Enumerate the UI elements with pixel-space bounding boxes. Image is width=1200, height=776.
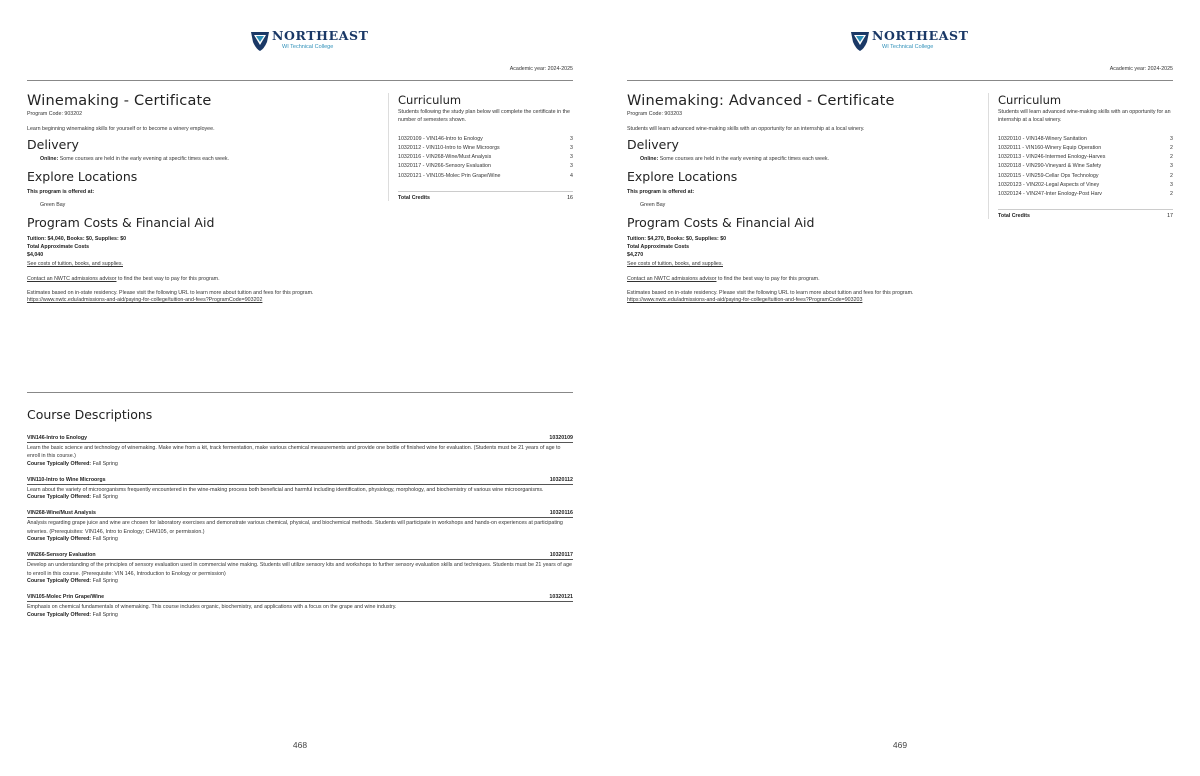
total-cost: $4,270 <box>627 252 644 258</box>
page-number: 469 <box>892 740 908 750</box>
estimate-text: Estimates based on in-state residency. Please visit the following URL to learn more about tuition and fees for this program. <box>627 290 914 296</box>
curriculum-heading: Curriculum <box>398 93 462 107</box>
curriculum-description: Students following the study plan below will complete the certificate in the number of semesters shown. <box>398 109 570 123</box>
course-number: 10320112 <box>549 476 573 483</box>
curriculum-row <box>998 154 1173 163</box>
course-number: 10320121 <box>549 594 573 601</box>
course-description: Learn about the variety of microorganisms frequently encountered in the wine-making process both beneficial and harmful including identification, physiology, morphology, and biochemistry of various wine microorganisms. <box>27 486 544 493</box>
right-page <box>600 0 1200 776</box>
curriculum-row <box>398 145 573 154</box>
academic-year: Academic year: 2024-2025 <box>1109 66 1173 72</box>
curriculum-credits: 3 <box>570 163 573 170</box>
college-logo <box>250 30 369 52</box>
page-number: 468 <box>292 740 308 750</box>
online-text: Some courses are held in the early evening at specific times each week. <box>658 156 830 162</box>
contact-link[interactable]: Contact an NWTC admissions advisor <box>627 276 717 282</box>
costs-heading: Program Costs & Financial Aid <box>627 215 815 230</box>
curriculum-course: 10320112 - VIN110-Intro to Wine Microorgs <box>398 145 500 152</box>
course-name: VIN110-Intro to Wine Microorgs <box>27 476 106 483</box>
program-description: Students will learn advanced wine-making skills with an opportunity for an internship at a local winery. <box>627 126 865 132</box>
delivery-heading: Delivery <box>27 137 79 152</box>
curriculum-credits: 3 <box>1170 181 1173 188</box>
offered-value: Fall Spring <box>92 578 118 585</box>
total-credits-label: Total Credits <box>998 213 1030 220</box>
curriculum-description: Students will learn advanced wine-making skills with an opportunity for an internship at a local winery. <box>998 109 1171 123</box>
curriculum-list <box>398 136 573 182</box>
college-logo <box>850 30 969 52</box>
logo-subtitle: WI Technical College <box>282 43 334 50</box>
contact-link[interactable]: Contact an NWTC admissions advisor <box>27 276 117 282</box>
contact-text <box>627 276 987 282</box>
course-descriptions <box>27 407 573 628</box>
total-credits-value: 16 <box>567 194 573 201</box>
costs-heading: Program Costs & Financial Aid <box>27 215 215 230</box>
curriculum-credits: 2 <box>1170 145 1173 152</box>
curriculum-course: 10320115 - VIN259-Cellar Ops Technology <box>998 172 1099 179</box>
curriculum-row <box>998 191 1173 200</box>
total-approx-label: Total Approximate Costs <box>627 244 690 250</box>
offered-value: Fall Spring <box>92 460 118 467</box>
course-item <box>27 510 573 542</box>
program-code: Program Code: 903203 <box>627 111 683 117</box>
curriculum-course: 10320111 - VIN160-Winery Equip Operation <box>998 145 1102 152</box>
explore-heading: Explore Locations <box>627 169 738 184</box>
course-description: Emphasis on chemical fundamentals of winemaking. This course includes organic, biochemistry, and applications with a focus on the grape and wine industry. <box>27 604 397 611</box>
curriculum-credits: 2 <box>1170 172 1173 179</box>
divider <box>27 80 573 81</box>
curriculum-course: 10320121 - VIN105-Molec Prin Grape/Wine <box>398 172 501 179</box>
program-description: Learn beginning winemaking skills for yourself or to become a winery employee. <box>27 126 215 132</box>
curriculum-row <box>398 163 573 172</box>
curriculum-panel <box>398 93 573 201</box>
curriculum-row <box>998 173 1173 182</box>
curriculum-row <box>398 136 573 145</box>
offered-value: Fall Spring <box>92 494 118 501</box>
curriculum-credits: 2 <box>1170 191 1173 197</box>
logo-name: NORTHEAST <box>272 28 369 43</box>
total-credits-row <box>998 209 1173 219</box>
curriculum-credits: 3 <box>570 154 573 161</box>
curriculum-credits: 2 <box>1170 154 1173 161</box>
total-cost: $4,040 <box>27 252 44 258</box>
course-offered <box>27 461 573 467</box>
offered-value: Fall Spring <box>92 611 118 618</box>
course-number: 10320117 <box>549 552 573 559</box>
total-approx-label: Total Approximate Costs <box>27 244 90 250</box>
curriculum-course: 10320116 - VIN268-Wine/Must Analysis <box>398 154 492 161</box>
program-info <box>627 93 987 303</box>
estimate-text: Estimates based on in-state residency. Please visit the following URL to learn more about tuition and fees for this program. <box>27 290 314 296</box>
offered-at-label: This program is offered at: <box>627 189 695 195</box>
curriculum-credits: 3 <box>570 145 573 152</box>
course-descriptions-heading: Course Descriptions <box>27 407 153 422</box>
contact-rest: to find the best way to pay for this program. <box>116 276 220 282</box>
curriculum-course: 10320124 - VIN247-Inter Enology-Post Harv <box>998 191 1102 197</box>
delivery-text <box>640 156 987 162</box>
tuition-url[interactable]: https://www.nwtc.edu/admissions-and-aid/paying-for-college/tuition-and-fees?ProgramCode=903203 <box>627 297 863 303</box>
program-title: Winemaking: Advanced - Certificate <box>627 93 895 109</box>
course-description: Learn the basic science and technology of winemaking. Make wine from a kit, track fermentation, make various chemical measurements and provide one bottle of finished wine for evaluation. (Students must be 21 years of age to enroll in this course.) <box>27 445 561 460</box>
course-offered <box>27 612 573 618</box>
offered-label: Course Typically Offered: <box>27 536 92 543</box>
divider <box>627 80 1173 81</box>
curriculum-row <box>398 173 573 182</box>
offered-label: Course Typically Offered: <box>27 494 92 501</box>
contact-rest: to find the best way to pay for this program. <box>716 276 820 282</box>
course-description: Analysis regarding grape juice and wine are chosen for laboratory exercises and demonstrate various chemical, physical, and biochemical methods. Students will participate in workshops and hands-on experiences at participating wineries. (Prerequisites: VIN146, Intro to Enology; CHM105, or permission.) <box>27 520 563 535</box>
curriculum-row <box>998 163 1173 172</box>
curriculum-course: 10320109 - VIN146-Intro to Enology <box>398 135 483 142</box>
curriculum-row <box>398 154 573 163</box>
curriculum-row <box>998 182 1173 191</box>
logo-name: NORTHEAST <box>872 28 969 43</box>
offered-value: Fall Spring <box>92 536 118 543</box>
divider <box>27 392 573 393</box>
shield-logo-icon <box>850 30 870 52</box>
shield-logo-icon <box>250 30 270 52</box>
curriculum-row <box>998 145 1173 154</box>
curriculum-course: 10320123 - VIN202-Legal Aspects of Viney <box>998 181 1100 188</box>
total-credits-row <box>398 191 573 201</box>
course-number: 10320116 <box>549 510 573 517</box>
location: Green Bay <box>40 202 66 208</box>
offered-label: Course Typically Offered: <box>27 460 92 467</box>
curriculum-panel <box>998 93 1173 219</box>
tuition-url[interactable]: https://www.nwtc.edu/admissions-and-aid/paying-for-college/tuition-and-fees?ProgramCode=903202 <box>27 297 263 303</box>
course-description: Develop an understanding of the principles of sensory evaluation used in commercial wine making. Students will utilize sensory kits and workshops to further sensory evaluation skills and techniques. Students must be 21 years of age to enroll in this course. (Prerequisite: VIN 146, Introduction to Enology or permission) <box>27 562 572 577</box>
course-name: VIN105-Molec Prin Grape/Wine <box>27 594 105 601</box>
curriculum-list <box>998 136 1173 200</box>
curriculum-row <box>998 136 1173 145</box>
delivery-heading: Delivery <box>627 137 679 152</box>
logo-subtitle: WI Technical College <box>882 43 934 50</box>
curriculum-course: 10320110 - VIN148-Winery Sanitation <box>998 135 1087 142</box>
course-item <box>27 594 573 617</box>
course-offered <box>27 536 573 542</box>
online-label: Online: <box>40 156 59 162</box>
course-number: 10320109 <box>549 435 573 441</box>
tuition-line: Tuition: $4,040, Books: $0, Supplies: $0 <box>27 236 127 242</box>
program-title: Winemaking - Certificate <box>27 93 212 109</box>
course-offered <box>27 494 573 500</box>
curriculum-credits: 3 <box>1170 135 1173 142</box>
curriculum-credits: 3 <box>1170 163 1173 170</box>
course-item <box>27 552 573 584</box>
offered-label: Course Typically Offered: <box>27 578 92 585</box>
location: Green Bay <box>640 202 666 208</box>
course-item <box>27 477 573 500</box>
offered-label: Course Typically Offered: <box>27 611 92 618</box>
online-text: Some courses are held in the early evening at specific times each week. <box>58 156 230 162</box>
total-credits-label: Total Credits <box>398 194 430 201</box>
contact-text <box>27 276 387 282</box>
curriculum-course: 10320118 - VIN290-Vineyard & Wine Safety <box>998 163 1102 170</box>
program-info <box>27 93 387 303</box>
course-name: VIN268-Wine/Must Analysis <box>27 510 96 517</box>
curriculum-credits: 4 <box>570 172 573 179</box>
curriculum-course: 10320113 - VIN246-Intermed Enology-Harves <box>998 154 1106 161</box>
tuition-line: Tuition: $4,270, Books: $0, Supplies: $0 <box>627 236 727 242</box>
curriculum-course: 10320117 - VIN266-Sensory Evaluation <box>398 163 491 170</box>
program-code: Program Code: 903202 <box>27 111 83 117</box>
explore-heading: Explore Locations <box>27 169 138 184</box>
online-label: Online: <box>640 156 659 162</box>
curriculum-credits: 3 <box>570 135 573 142</box>
costs-link[interactable]: See costs of tuition, books, and supplies. <box>27 261 123 267</box>
costs-link[interactable]: See costs of tuition, books, and supplies. <box>627 261 723 267</box>
delivery-text <box>40 156 387 162</box>
course-offered <box>27 578 573 584</box>
offered-at-label: This program is offered at: <box>27 189 95 195</box>
course-item <box>27 435 573 467</box>
curriculum-heading: Curriculum <box>998 93 1062 107</box>
academic-year: Academic year: 2024-2025 <box>509 66 573 72</box>
course-name: VIN146-Intro to Enology <box>27 435 88 441</box>
course-name: VIN266-Sensory Evaluation <box>27 552 96 559</box>
total-credits-value: 17 <box>1167 213 1173 220</box>
